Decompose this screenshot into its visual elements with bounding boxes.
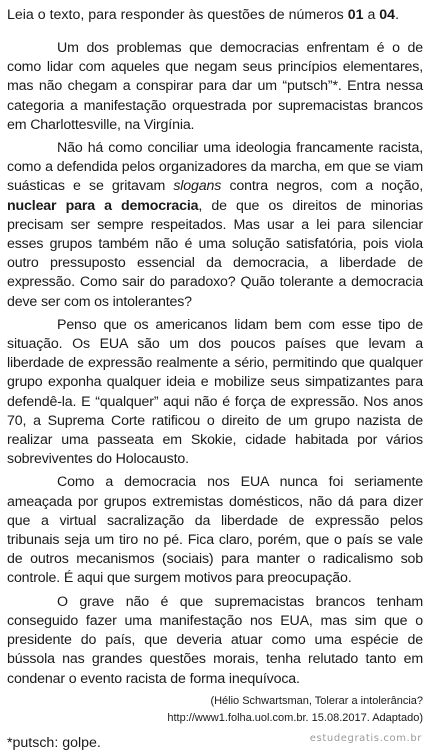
article-paragraph: [7, 473, 423, 588]
paragraph-text: Não há como conciliar uma ideologia francamente racista, como a defendida pelos organizadores da marcha, em que se viam suásticas e se gritavam: [7, 140, 423, 195]
footnote: *putsch: golpe.: [7, 734, 101, 751]
paragraph-text: Como a democracia nos EUA nunca foi seriamente ameaçada por grupos extremistas domésticos, não dá para dizer que a virtual sacralização da liberdade de expressão pelos tribunais seja um tiro no pé. Fica claro, porém, que o país se vale de outros mecanismos (sociais) para manter o radicalismo sob controle. É aqui que surgem motivos para preocupação.: [7, 474, 423, 587]
paragraph-text: O grave não é que supremacistas brancos tenham conseguido fazer uma manifestação nos EUA, mas sim que o presidente do país, que deveria atuar como uma espécie de bússola nas grandes questões morais, tenha relutado tanto em condenar o evento racista de forma inequívoca.: [7, 593, 423, 687]
paragraph-text: Um dos problemas que democracias enfrentam é o de como lidar com aqueles que negam seus princípios elementares, mas não chegam a conspirar para dar um “putsch”*. Entra nessa categoria a manifestação orquestrada por supremacistas brancos em Charlottesville, na Virgínia.: [7, 40, 423, 133]
article-paragraph: [7, 139, 423, 312]
intro-number-end: 04: [379, 7, 396, 23]
intro-suffix: .: [395, 7, 400, 23]
source-line-author: (Hélio Schwartsman, Tolerar a intolerância?: [210, 694, 423, 707]
bold-term: nuclear para a democracia: [7, 197, 199, 214]
paragraph-text: Penso que os americanos lidam bem com esse tipo de situação. Os EUA são um dos poucos países que levam a liberdade de expressão realmente a sério, permitindo que qualquer grupo exponha qualquer ideia e mobilize seus simpatizantes para defendê-la. E “qualquer” aqui não é força de expressão. Nos anos 70, a Suprema Corte ratificou o direito de um grupo nazista de realizar uma passeata em Skokie, cidade habitada por vários sobreviventes do Holocausto.: [7, 316, 423, 468]
paragraph-text: contra negros, com a noção,: [221, 178, 423, 195]
source-citation: [7, 693, 423, 727]
intro-number-start: 01: [347, 7, 364, 23]
source-line-url: http://www1.folha.uol.com.br. 15.08.2017. Adaptado): [167, 711, 423, 724]
intro-middle: a: [363, 7, 380, 23]
italic-term: slogans: [173, 178, 222, 195]
intro-prefix: Leia o texto, para responder às questões de números: [7, 7, 348, 23]
watermark: estudegratis.com.br: [309, 733, 422, 744]
article-paragraph: [7, 39, 423, 135]
article-body: [7, 39, 423, 689]
article-paragraph: [7, 593, 423, 689]
document-page: [7, 5, 423, 753]
instructions: [7, 5, 423, 25]
paragraph-text: , de que os direitos de minorias precisam ser sempre respeitados. Mas usar a lei para silenciar esses grupos também não é uma solução satisfatória, pois viola outro pressuposto essencial da democracia, a liberdade de expressão. Como sair do paradoxo? Quão tolerante a democracia deve ser com os intolerantes?: [7, 197, 423, 310]
article-paragraph: [7, 316, 423, 470]
